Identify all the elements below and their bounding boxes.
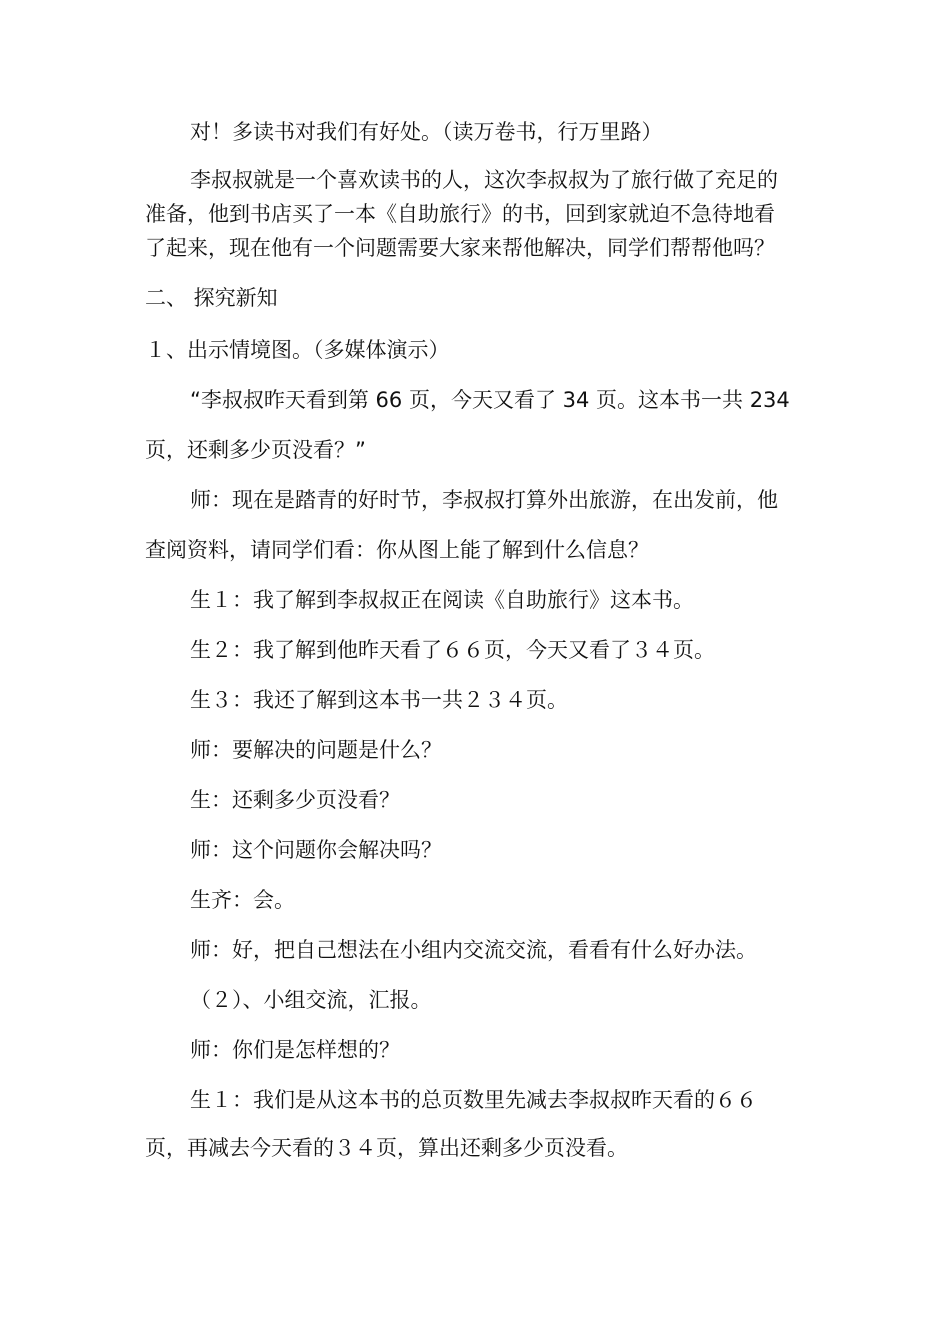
dialogue-line: 师：好，把自己想法在小组内交流交流，看看有什么好办法。 (190, 938, 757, 962)
subsection-heading: １、出示情境图。（多媒体演示） (145, 338, 450, 362)
paragraph-line: 页，还剩多少页没看？” (145, 438, 366, 462)
dialogue-line: 生：还剩多少页没看？ (190, 788, 400, 812)
dialogue-line: 师：你们是怎样想的？ (190, 1038, 400, 1062)
dialogue-line: 师：这个问题你会解决吗？ (190, 838, 442, 862)
paragraph-line: 李叔叔就是一个喜欢读书的人，这次李叔叔为了旅行做了充足的 (190, 168, 778, 192)
paragraph-line: 查阅资料，请同学们看：你从图上能了解到什么信息？ (145, 538, 649, 562)
dialogue-line: 生１：我了解到李叔叔正在阅读《自助旅行》这本书。 (190, 588, 694, 612)
subsection-heading: （２）、小组交流，汇报。 (190, 988, 432, 1012)
dialogue-line: 师：要解决的问题是什么？ (190, 738, 442, 762)
section-heading: 二、 探究新知 (145, 286, 278, 310)
paragraph-line: 师：现在是踏青的好时节，李叔叔打算外出旅游，在出发前，他 (190, 488, 778, 512)
dialogue-line: 生２：我了解到他昨天看了６６页，今天又看了３４页。 (190, 638, 715, 662)
paragraph-line: 了起来，现在他有一个问题需要大家来帮他解决，同学们帮帮他吗？ (145, 236, 775, 260)
dialogue-line: 生１：我们是从这本书的总页数里先减去李叔叔昨天看的６６ (190, 1088, 757, 1112)
paragraph-line: “李叔叔昨天看到第 66 页，今天又看了 34 页。这本书一共 234 (190, 388, 790, 412)
paragraph-line: 对！多读书对我们有好处。（读万卷书，行万里路） (190, 120, 663, 144)
dialogue-line: 生齐：会。 (190, 888, 295, 912)
dialogue-line: 生３：我还了解到这本书一共２３４页。 (190, 688, 568, 712)
paragraph-line: 准备，他到书店买了一本《自助旅行》的书，回到家就迫不急待地看 (145, 202, 775, 226)
dialogue-line: 页，再减去今天看的３４页，算出还剩多少页没看。 (145, 1136, 628, 1160)
